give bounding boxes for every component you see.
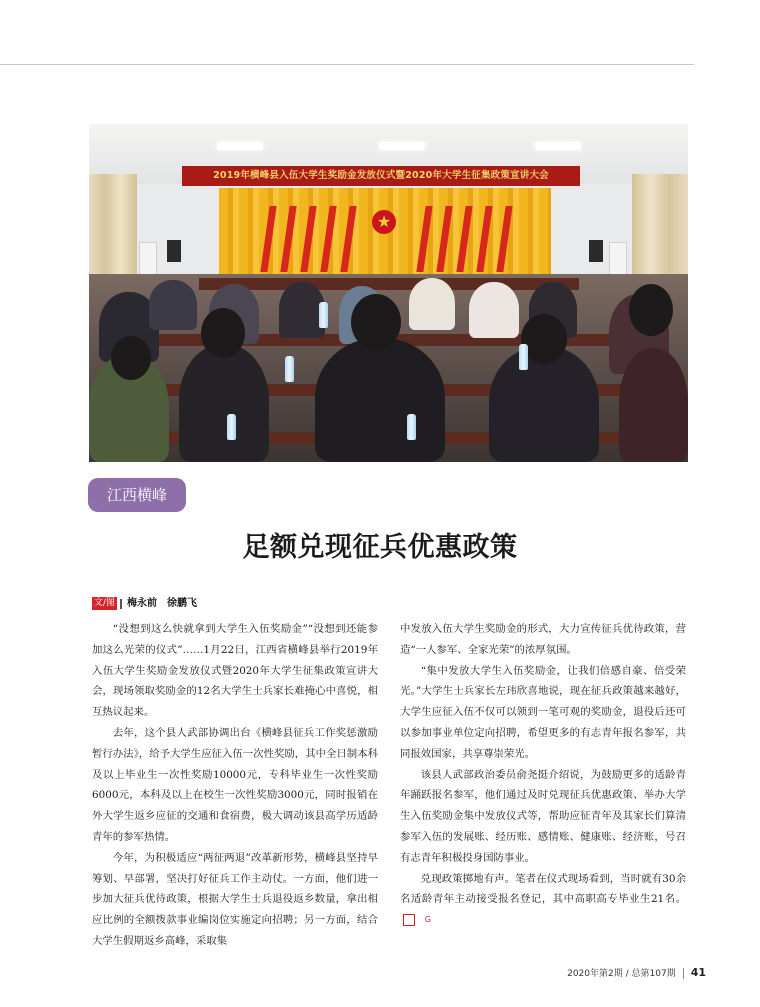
byline xyxy=(92,597,197,611)
page-number: 41 xyxy=(690,966,706,979)
audience-member xyxy=(149,280,197,330)
end-mark-icon: G xyxy=(403,914,415,926)
article-column-left xyxy=(92,619,378,952)
audience-head xyxy=(201,308,245,358)
star-emblem-icon: ★ xyxy=(372,210,396,234)
audience-head xyxy=(111,336,151,380)
wall-speaker xyxy=(167,240,181,262)
top-rule xyxy=(0,64,694,65)
page-footer xyxy=(567,966,706,981)
byline-separator xyxy=(120,599,122,609)
ceiling-light xyxy=(217,142,263,150)
water-bottle xyxy=(285,356,294,382)
footer-separator xyxy=(683,968,684,979)
audience-member xyxy=(409,278,455,330)
paragraph-last xyxy=(400,869,686,931)
photo-banner: 2019年横峰县入伍大学生奖励金发放仪式暨2020年大学生征集政策宣讲大会 xyxy=(182,166,580,186)
paragraph-text: 兑现政策掷地有声。笔者在仪式现场看到，当时就有30余名适龄青年主动接受报名登记，其中高职高专毕业生21名。 xyxy=(400,872,686,906)
paragraph: “没想到这么快就拿到大学生入伍奖励金”“没想到还能参加这么光荣的仪式”……1月22日，江西省横峰县举行2019年入伍大学生奖励金发放仪式暨2020年大学生征集政策宣讲大会，现场领取奖励金的12名大学生士兵家长难掩心中喜悦，相互热议起来。 xyxy=(92,623,378,719)
audience-member xyxy=(179,344,269,462)
water-bottle xyxy=(227,414,236,440)
paragraph: 去年，这个县人武部协调出台《横峰县征兵工作奖惩激励暂行办法》，给予大学生应征入伍一次性奖励，其中全日制本科及以上毕业生一次性奖励10000元，专科毕业生一次性奖励6000元，本科及以上在校生一次性奖励3000元，同时报销在外大学生返乡应征的交通和食宿费，极大调动该县高学历适龄青年的参军热情。 xyxy=(92,726,378,843)
water-bottle xyxy=(519,344,528,370)
head-table xyxy=(199,278,579,290)
audience-area xyxy=(89,274,688,462)
paragraph: 中发放入伍大学生奖励金的形式，大力宣传征兵优待政策，营造“一人参军、全家光荣”的浓厚氛围。 xyxy=(400,623,686,656)
article-column-right xyxy=(400,619,686,931)
paragraph: “集中发放大学生入伍奖励金，让我们倍感自豪、倍受荣光。”大学生士兵家长左玮欣喜地说，现在征兵政策越来越好，大学生应征入伍不仅可以领到一笔可观的奖励金，退役后还可以参加事业单位定向招聘，希望更多的有志青年报名参军，共同报效国家，共享尊崇荣光。 xyxy=(400,664,686,760)
byline-label: 文/图 xyxy=(94,598,116,608)
event-photo xyxy=(89,124,688,462)
audience-head xyxy=(629,284,673,336)
region-tag: 江西横峰 xyxy=(88,478,186,512)
audience-member xyxy=(315,338,445,462)
audience-member xyxy=(619,348,688,462)
water-bottle xyxy=(319,302,328,328)
audience-head xyxy=(351,294,401,350)
water-bottle xyxy=(407,414,416,440)
article-headline: 足额兑现征兵优惠政策 xyxy=(242,532,518,563)
ceiling-light xyxy=(379,142,425,150)
paragraph: 该县人武部政治委员俞尧挺介绍说，为鼓励更多的适龄青年踊跃报名参军，他们通过及时兑现征兵优惠政策、举办大学生入伍奖励金集中发放仪式等，帮助应征青年及其家长们算清参军入伍的发展账、经历账、感情账、健康账、经济账，号召有志青年积极投身国防事业。 xyxy=(400,768,686,864)
wall-speaker xyxy=(589,240,603,262)
issue-info: 2020年第2期 / 总第107期 xyxy=(567,969,676,979)
audience-member xyxy=(469,282,519,338)
paragraph: 今年，为积极适应“两征两退”改革新形势，横峰县坚持早筹划、早部署，坚决打好征兵工作主动仗。一方面，他们进一步加大征兵优待政策，根据大学生士兵退役返乡数量，拿出相应比例的全额拨款事业编岗位实施定向招聘；另一方面，结合大学生假期返乡高峰，采取集 xyxy=(92,851,378,947)
byline-authors: 梅永前 徐鹏飞 xyxy=(127,598,198,609)
ceiling-light xyxy=(535,142,581,150)
